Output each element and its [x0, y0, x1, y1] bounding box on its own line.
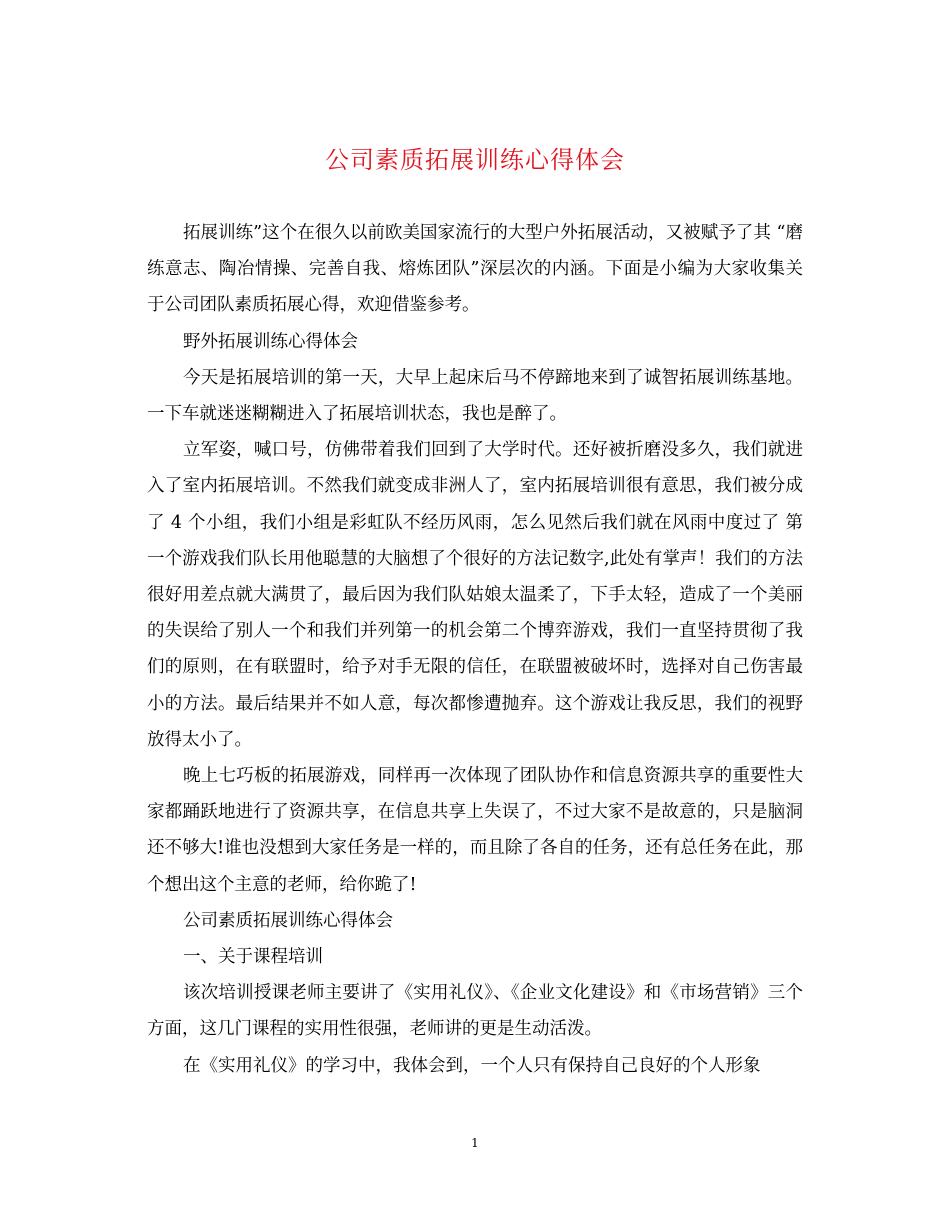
- paragraph: 立军姿，喊口号，仿佛带着我们回到了大学时代。还好被折磨没多久，我们就进入了室内拓展培训。不然我们就变成非洲人了，室内拓展培训很有意思，我们被分成了 4 个小组，我们小组是彩虹队不经历风雨，怎么见然后我们就在风雨中度过了 第一个游戏我们队长用他聪慧的大脑想了个很好的方法记数字,此处有掌声！我们的方法很好用差点就大满贯了，最后因为我们队姑娘太温柔了，下手太轻，造成了一个美丽的失误给了别人一个和我们并列第一的机会第二个博弈游戏，我们一直坚持贯彻了我们的原则，在有联盟时，给予对手无限的信任，在联盟被破坏时，选择对自己伤害最小的方法。最后结果并不如人意，每次都惨遭抛弃。这个游戏让我反思，我们的视野放得太小了。: [147, 440, 803, 750]
- paragraph-intro: 拓展训练”这个在很久以前欧美国家流行的大型户外拓展活动，又被赋予了其 “磨练意志、陶冶情操、完善自我、熔炼团队”深层次的内涵。下面是小编为大家收集关于公司团队素质拓展心得，欢迎借鉴参考。: [147, 223, 803, 316]
- paragraph: 晚上七巧板的拓展游戏，同样再一次体现了团队协作和信息资源共享的重要性大家都踊跃地进行了资源共享，在信息共享上失误了，不过大家不是故意的，只是脑洞还不够大!谁也没想到大家任务是一样的，而且除了各自的任务，还有总任务在此，那个想出这个主意的老师，给你跪了!: [147, 766, 803, 895]
- paragraph: 在《实用礼仪》的学习中，我体会到，一个人只有保持自己良好的个人形象: [183, 1055, 761, 1076]
- section-heading-company: 公司素质拓展训练心得体会: [183, 910, 393, 931]
- page-number: 1: [471, 1136, 479, 1150]
- document-body: [147, 215, 803, 1084]
- paragraph: 该次培训授课老师主要讲了《实用礼仪》、《企业文化建设》和《市场营销》三个方面，这几门课程的实用性很强，老师讲的更是生动活泼。: [147, 983, 803, 1040]
- paragraph: 今天是拓展培训的第一天，大早上起床后马不停蹄地来到了诚智拓展训练基地。一下车就迷迷糊糊进入了拓展培训状态，我也是醉了。: [147, 367, 803, 425]
- section-heading-course: 一、关于课程培训: [183, 947, 323, 968]
- document-title: 公司素质拓展训练心得体会: [325, 146, 625, 174]
- section-heading-outdoor: 野外拓展训练心得体会: [183, 331, 358, 352]
